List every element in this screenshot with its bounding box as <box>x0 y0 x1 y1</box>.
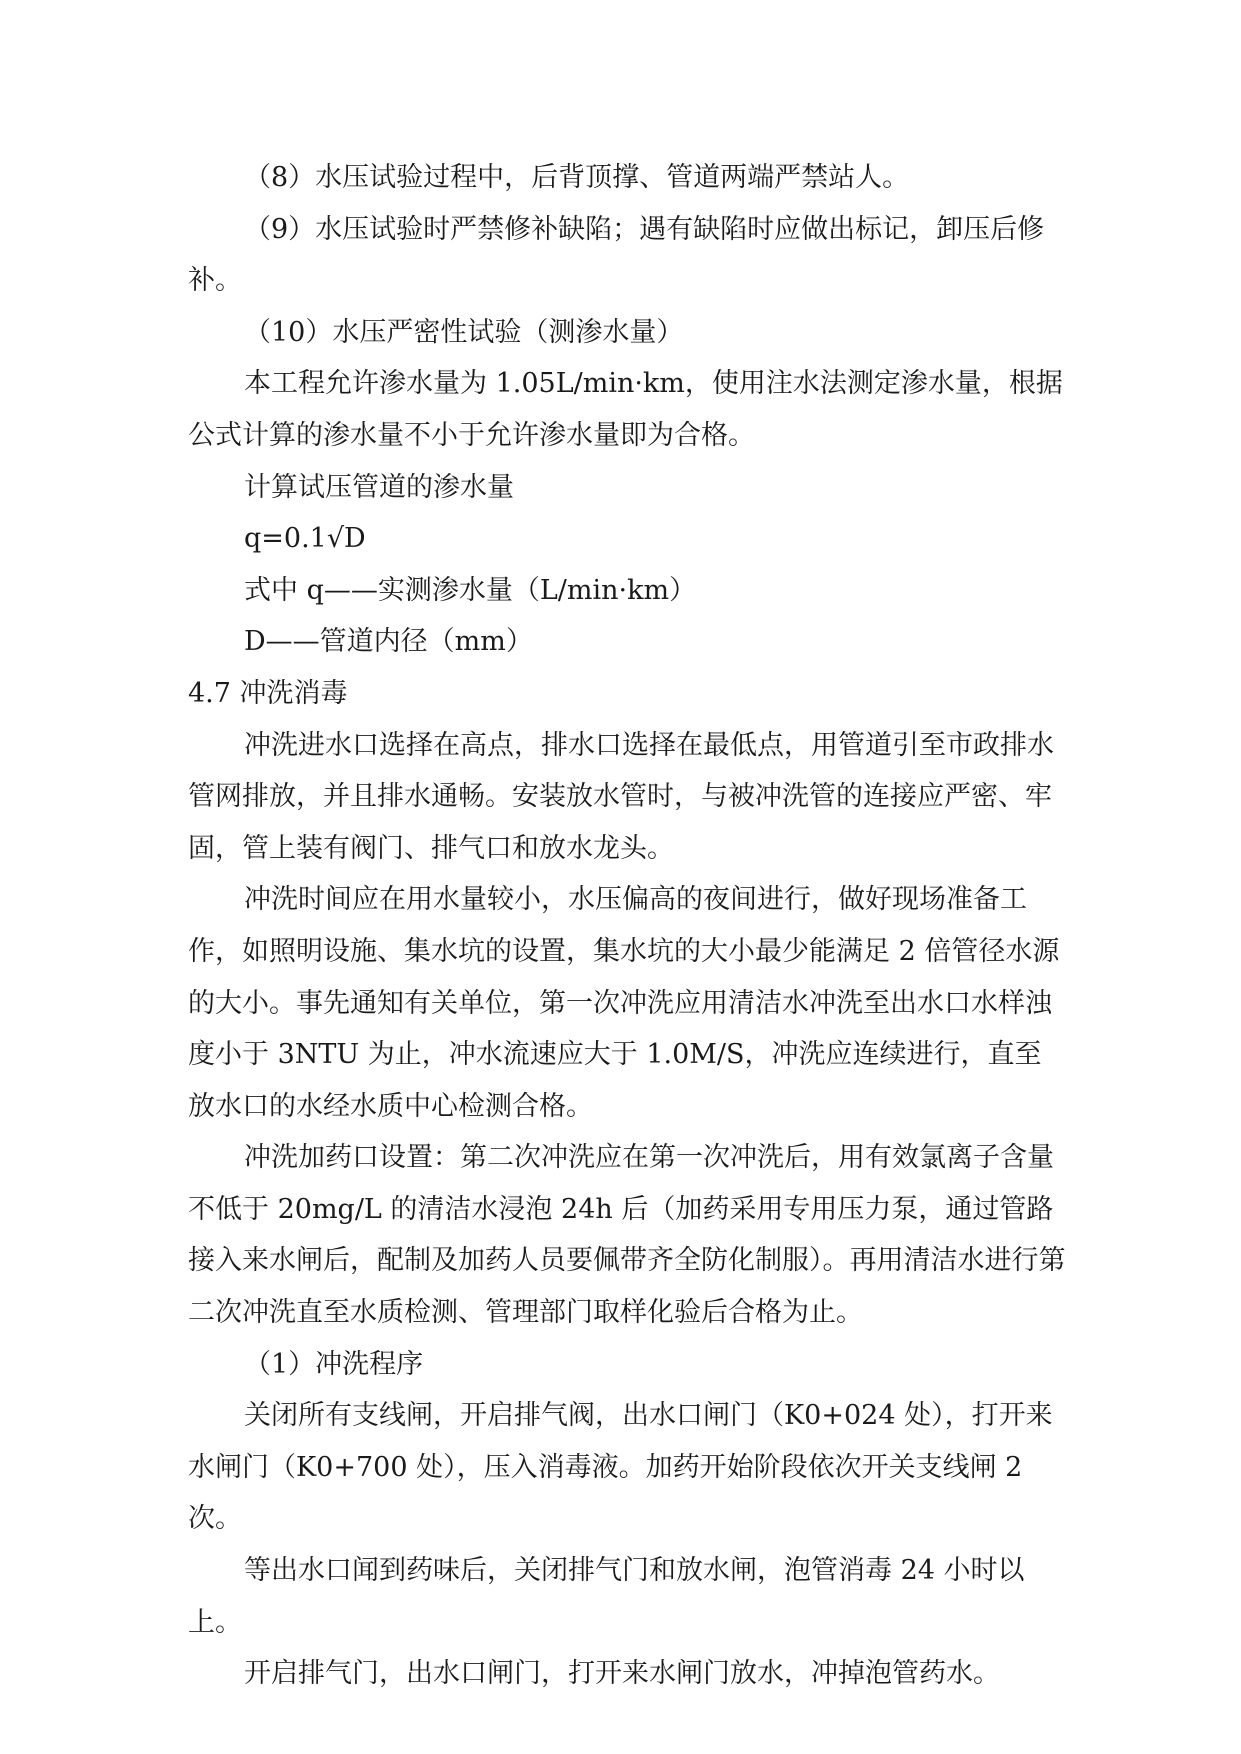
paragraph-procedure-step-1: 关闭所有支线闸，开启排气阀，出水口闸门（K0+024 处），打开来水闸门（K0+700 处），压入消毒液。加药开始阶段依次开关支线闸 2 次。 <box>188 1400 1053 1535</box>
paragraph-allowed-leakage: 本工程允许渗水量为 1.05L/min·km，使用注水法测定渗水量，根据公式计算的渗水量不小于允许渗水量即为合格。 <box>188 368 1063 451</box>
paragraph-flush-procedure-heading: （1）冲洗程序 <box>244 1348 424 1380</box>
paragraph-calc-leakage: 计算试压管道的渗水量 <box>244 471 514 503</box>
paragraph-hydrostatic-test-safety: （8）水压试验过程中，后背顶撑、管道两端严禁站人。 <box>244 162 910 193</box>
paragraph-flush-timing: 冲洗时间应在用水量较小，水压偏高的夜间进行，做好现场准备工作，如照明设施、集水坑的设置，集水坑的大小最少能满足 2 倍管径水源的大小。事先通知有关单位，第一次冲洗应用清洁水冲洗至出水口水样浊度小于 3NTU 为止，冲水流速应大于 1.0M/S，冲洗应连续进行，直至放水口的水经水质中心检测合格。 <box>188 884 1060 1122</box>
paragraph-dosing-setup: 冲洗加药口设置：第二次冲洗应在第一次冲洗后，用有效氯离子含量不低于 20mg/L 的清洁水浸泡 24h 后（加药采用专用压力泵，通过管路接入来水闸后，配制及加药人员要佩带齐全防化制服）。再用清洁水进行第二次冲洗直至水质检测、管理部门取样化验后合格为止。 <box>188 1142 1066 1329</box>
paragraph-procedure-step-2: 等出水口闻到药味后，关闭排气门和放水闸，泡管消毒 24 小时以上。 <box>188 1555 1025 1638</box>
paragraph-flush-inlet-outlet: 冲洗进水口选择在高点，排水口选择在最低点，用管道引至市政排水管网排放，并且排水通畅。安装放水管时，与被冲洗管的连接应严密、牢固，管上装有阀门、排气口和放水龙头。 <box>188 729 1054 864</box>
paragraph-procedure-step-3: 开启排气门，出水口闸门，打开来水闸门放水，冲掉泡管药水。 <box>244 1658 1000 1690</box>
formula-definition-q: 式中 q——实测渗水量（L/min·km） <box>244 574 697 606</box>
paragraph-tightness-test-heading: （10）水压严密性试验（测渗水量） <box>244 316 684 348</box>
formula-definition-d: D——管道内径（mm） <box>244 626 533 658</box>
section-heading-flushing-disinfection: 4.7 冲洗消毒 <box>188 677 348 709</box>
document-body <box>188 152 1068 1700</box>
formula-leakage: q=0.1√D <box>244 523 366 555</box>
paragraph-defect-repair: （9）水压试验时严禁修补缺陷；遇有缺陷时应做出标记，卸压后修补。 <box>188 213 1045 297</box>
